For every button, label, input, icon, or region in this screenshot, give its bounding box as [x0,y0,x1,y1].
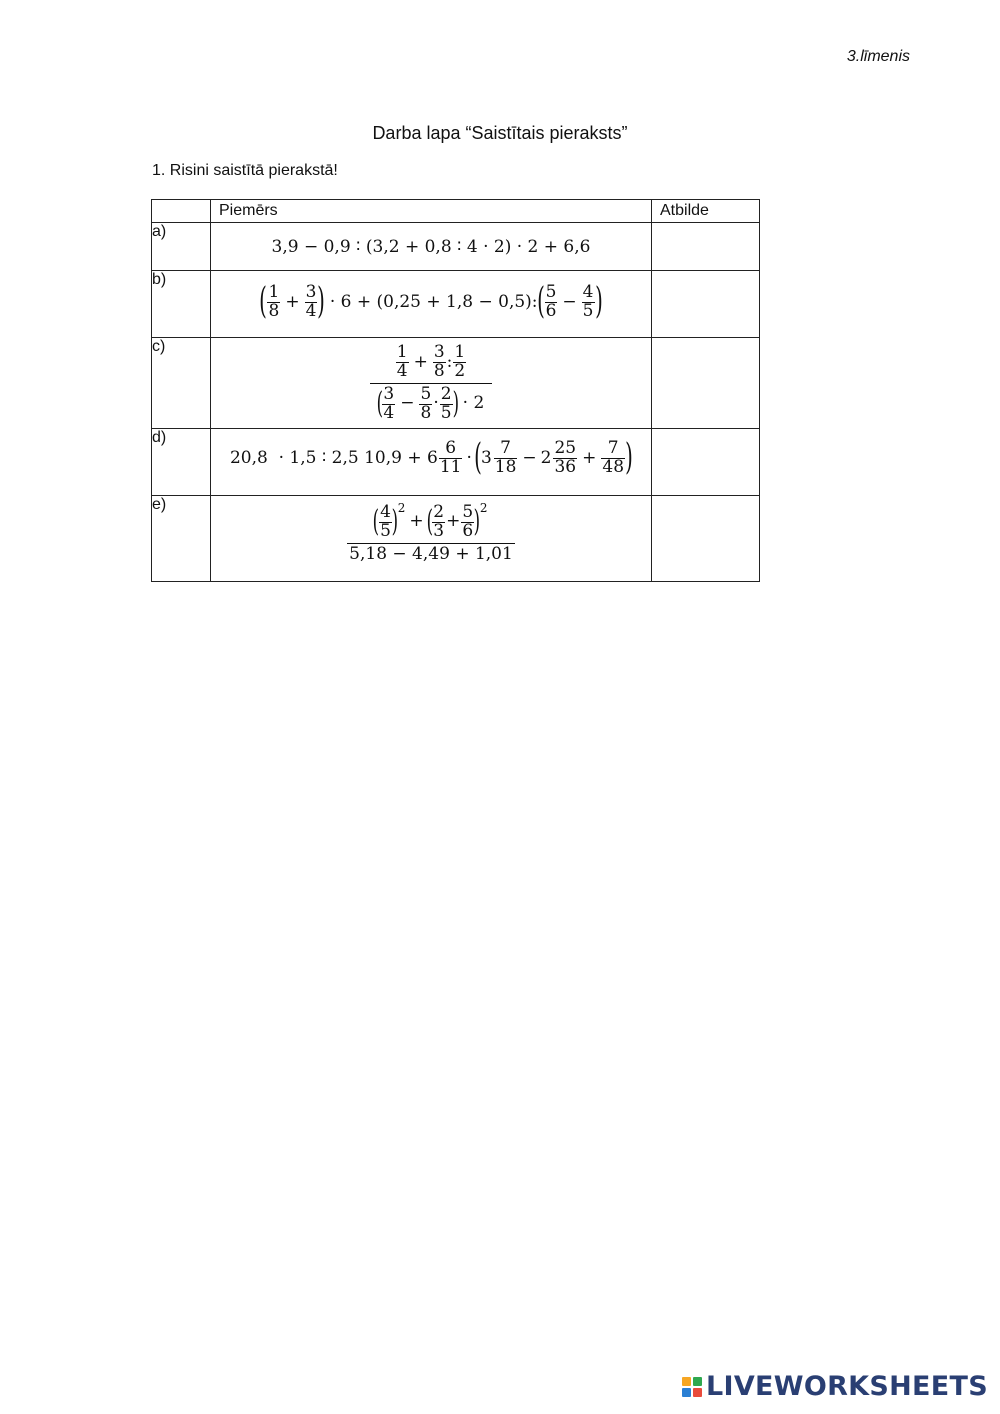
expression-d: 20,8 · 1,5 ∶ 2,5 10,9 + 6 $\frac{6}{11}$ · ( 3 $\frac{7}{18}$ − 2 $\frac{25}{36}$ + $\frac{7}{48}$ ) [229,437,633,479]
worksheet-title: Darba lapa “Saistītais pieraksts” [372,123,628,143]
liveworksheets-logo [682,1371,988,1402]
header-cell-empty [152,200,211,223]
expression-a: 3,9 − 0,9 ∶ (3,2 + 0,8 ∶ 4 · 2) · 2 + 6,6 [271,237,591,257]
exercise-table [151,199,760,582]
header-cell-answer: Atbilde [652,200,760,223]
fraction: $\frac{5}{8}$ [420,383,432,423]
answer-cell[interactable] [652,429,760,496]
fraction: $\frac{5}{6}$ [545,282,557,321]
fraction: $\frac{1}{2}$ [454,342,466,381]
row-label: b) [152,271,211,338]
main-fraction: ( $\frac{4}{5}$ ) 2 + ( $\frac{2}{3}$ + $\frac{5}{6}$ ) 2 5,18 − 4,49 + 1,01 [349,501,513,564]
header-cell-example: Piemērs [211,200,652,223]
row-label: a) [152,223,211,271]
answer-cell[interactable] [652,223,760,271]
table-row [152,496,760,582]
expression-cell [211,338,652,429]
task-instruction: 1. Risini saistītā pierakstā! [152,162,338,179]
table-row [152,338,760,429]
main-fraction: $\frac{1}{4}$ + $\frac{3}{8}$ : $\frac{1}{2}$ ( $\frac{3}{4}$ − $\frac{5}{8}$ · $\frac{2}{5}$ ) · 2 [370,344,493,422]
fraction: $\frac{3}{4}$ [305,282,317,321]
answer-cell[interactable] [652,496,760,582]
logo-icon [682,1377,702,1397]
expression-c [369,338,494,422]
row-label: c) [152,338,211,429]
fraction: $\frac{2}{3}$ [433,502,445,541]
fraction: $\frac{4}{5}$ [380,502,391,541]
logo-text: LIVEWORKSHEETS [705,1371,988,1402]
fraction: $\frac{7}{48}$ [602,438,625,477]
fraction: $\frac{1}{8}$ [268,282,280,321]
fraction: $\frac{1}{4}$ [396,342,408,381]
expression-cell [211,223,652,271]
expression-cell [211,496,652,582]
expression-e [346,496,516,564]
row-label: d) [152,429,211,496]
fraction: $\frac{2}{5}$ [440,383,452,423]
table-row [152,271,760,338]
fraction: $\frac{25}{36}$ [554,438,577,477]
expression-cell [211,429,652,496]
row-label: e) [152,496,211,582]
table-row [152,429,760,496]
fraction: $\frac{7}{18}$ [494,438,517,477]
answer-cell[interactable] [652,338,760,429]
fraction: $\frac{3}{4}$ [383,383,395,423]
table-row [152,223,760,271]
fraction: $\frac{4}{5}$ [582,282,594,321]
table-header-row [152,200,760,223]
expression-cell [211,271,652,338]
fraction: $\frac{5}{6}$ [462,502,474,541]
level-label: 3.līmenis [846,48,910,65]
expression-b: ( $\frac{1}{8}$ + $\frac{3}{4}$ ) · 6 + (0,25 + 1,8 − 0,5): ( $\frac{5}{6}$ − $\frac{4}{5}$ ) [259,281,603,323]
fraction: $\frac{3}{8}$ [433,342,445,381]
fraction: $\frac{6}{11}$ [439,438,462,477]
answer-cell[interactable] [652,271,760,338]
